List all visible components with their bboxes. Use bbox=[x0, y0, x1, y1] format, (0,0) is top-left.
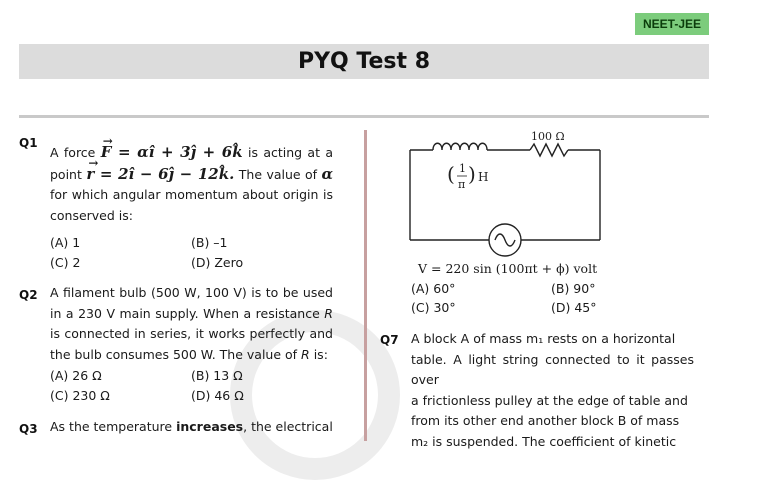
q3-text-a: As the temperature bbox=[50, 419, 173, 434]
q1-text-suffix: for which angular momentum about origin is conserved is: bbox=[50, 187, 333, 223]
q7-line-1: A block A of mass m₁ rests on a horizontal bbox=[411, 331, 676, 346]
question-number-q3: Q3 bbox=[19, 422, 38, 436]
q1-text-mid: is acting at a point bbox=[50, 145, 333, 182]
q1-option-d[interactable]: (D) Zero bbox=[191, 255, 244, 270]
q2-text-b: is connected in series, it works perfectly and the bulb consumes 500 W. The value of bbox=[50, 326, 333, 362]
q7-line-2: table. A light string connected to it passes over bbox=[411, 351, 694, 387]
q7-line-3: a frictionless pulley at the edge of table and bbox=[411, 392, 688, 408]
inductor-coil bbox=[433, 143, 487, 150]
q1-text-mid2: The value of bbox=[238, 166, 318, 182]
inductor-label-paren-open: ( bbox=[447, 162, 455, 186]
q6-option-b[interactable]: (B) 90° bbox=[551, 281, 596, 296]
voltage-label: V = 220 sin (100πt + ϕ) volt bbox=[418, 261, 598, 276]
q2-var-r: R bbox=[324, 305, 333, 321]
q2-var-r-2: R bbox=[301, 346, 310, 362]
q2-option-b[interactable]: (B) 13 Ω bbox=[191, 368, 243, 383]
exam-badge: NEET-JEE bbox=[635, 13, 709, 35]
q6-option-d[interactable]: (D) 45° bbox=[551, 300, 597, 315]
question-number-q1: Q1 bbox=[19, 136, 38, 150]
question-number-q7: Q7 bbox=[380, 333, 399, 347]
q2-text-a: A filament bulb (500 W, 100 V) is to be used in a 230 V main supply. When a resistance bbox=[50, 285, 333, 321]
q1-position-expression: → r = 2î − 6ĵ − 12k̂. bbox=[86, 165, 234, 183]
question-text-q2 bbox=[50, 283, 333, 365]
q1-option-b[interactable]: (B) –1 bbox=[191, 235, 228, 250]
column-divider bbox=[364, 130, 367, 441]
inductor-label-numerator: 1 bbox=[459, 162, 466, 175]
q1-alpha: α bbox=[321, 164, 334, 183]
sine-wave-icon bbox=[495, 234, 515, 246]
q1-option-c[interactable]: (C) 2 bbox=[50, 255, 81, 270]
q2-text-c: is: bbox=[313, 346, 328, 362]
q3-text-b: , the electrical bbox=[243, 419, 333, 434]
q2-option-a[interactable]: (A) 26 Ω bbox=[50, 368, 102, 383]
q7-line-4: from its other end another block B of mass bbox=[411, 413, 680, 428]
q2-option-c[interactable]: (C) 230 Ω bbox=[50, 388, 110, 403]
question-text-q3 bbox=[50, 417, 333, 438]
inductor-label-denominator: π bbox=[458, 178, 466, 191]
header-rule bbox=[19, 115, 709, 118]
q3-bold-word: increases bbox=[176, 419, 244, 434]
ac-circuit-diagram bbox=[405, 128, 605, 283]
q6-option-c[interactable]: (C) 30° bbox=[411, 300, 456, 315]
q6-option-a[interactable]: (A) 60° bbox=[411, 281, 456, 296]
question-number-q2: Q2 bbox=[19, 288, 38, 302]
q2-option-d[interactable]: (D) 46 Ω bbox=[191, 388, 244, 403]
question-text-q1 bbox=[50, 142, 333, 226]
resistor-label: 100 Ω bbox=[531, 130, 565, 143]
q1-option-a[interactable]: (A) 1 bbox=[50, 235, 81, 250]
inductor-label-paren-close: ) bbox=[468, 162, 476, 186]
page-title: PYQ Test 8 bbox=[19, 44, 709, 79]
q1-text-prefix: A force bbox=[50, 145, 96, 160]
resistor-zigzag bbox=[530, 144, 568, 156]
q7-line-5: m₂ is suspended. The coefficient of kinetic bbox=[411, 433, 677, 449]
q1-alpha-symbol: α bbox=[137, 143, 149, 161]
inductor-label-unit: H bbox=[478, 170, 489, 184]
q1-force-expression: → F = αî + 3ĵ + 6k̂ bbox=[101, 143, 243, 161]
question-text-q7 bbox=[411, 329, 694, 452]
